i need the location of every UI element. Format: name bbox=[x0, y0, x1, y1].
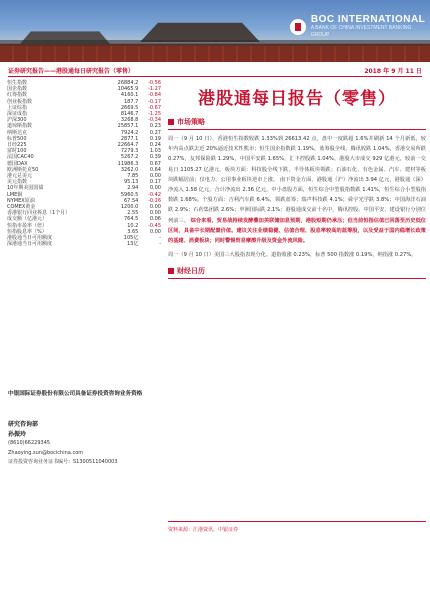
market-change: 0.27 bbox=[149, 129, 161, 136]
market-close: 7924.2 bbox=[120, 129, 139, 136]
market-change: -1.25 bbox=[148, 111, 161, 118]
market-name: 恒指市盈率（倍） bbox=[7, 222, 48, 229]
market-close: 7279.3 bbox=[120, 148, 139, 155]
market-close: 11986.3 bbox=[117, 160, 139, 167]
author-name: 孙振玲 bbox=[8, 430, 27, 438]
market-change: -0.17 bbox=[148, 98, 161, 105]
market-change: -0.26 bbox=[148, 197, 161, 204]
strategy-text-a: 周一（9 月 10 日），香港恒生指数收跌 1.33%到 26613.42 点，盘中一度跌超 1.6%并刷新 14 个月新低，较年内高点跌去近 20%逼近技术性熊市；恒生国企指数跌 1.19%。蓝筹股全线，腾讯收跌 1.04%，香港交易所跌 0.27%，友邦保险跌 1.29%，中国平安跌 1.65%，汇丰控股跌 1.04%。港股大市成交 929 亿港元，较前一交易日 1105.27 亿港元。板块方面：科技股全线下跌，半导体板块领跌；石油石化、有色金属、汽车、建材等板块跌幅居前；仅电力、公用事业板块逆市上涨。 bbox=[168, 136, 426, 183]
market-name: 道琼斯指数 bbox=[7, 123, 33, 130]
market-close: 2669.5 bbox=[120, 104, 139, 111]
market-change: -0.45 bbox=[148, 222, 161, 229]
market-close: 1200.0 bbox=[120, 204, 139, 211]
market-close: 10.2 bbox=[127, 222, 139, 229]
market-change: 0.67 bbox=[149, 160, 161, 167]
market-name: NYMEX原油 bbox=[7, 197, 35, 204]
us-market-paragraph bbox=[168, 250, 426, 260]
market-change: 0.17 bbox=[149, 179, 161, 186]
market-change: -0.56 bbox=[148, 80, 161, 86]
strategy-conclusion: 综合来看，贸易战持续发酵叠加美联储加息预期，港股短期仍承压；但当前恒指估值已回落至历史低位区间，具备中长期配置价值。建议关注业绩稳健、估值合理、股息率较高的蓝筹股，以及受益于国内稳增长政策的基建、消费板块；同时警惕贸易摩擦升级及资金外流风险。 bbox=[168, 217, 426, 245]
market-change: 0.00 bbox=[149, 185, 161, 192]
market-name: 沪深300 bbox=[7, 117, 27, 124]
market-change: 0.23 bbox=[149, 123, 161, 130]
market-change: 1.03 bbox=[149, 148, 161, 155]
market-change: -0.84 bbox=[148, 92, 161, 99]
market-name: 港股通当日可用额度 bbox=[7, 235, 53, 242]
market-change: 0.00 bbox=[149, 228, 161, 235]
market-close: 764.5 bbox=[124, 216, 139, 223]
market-close: 22664.7 bbox=[117, 142, 139, 149]
market-close: 26884.2 bbox=[117, 80, 139, 86]
market-name: 富时100 bbox=[7, 148, 27, 155]
market-name: 红筹指数 bbox=[7, 92, 28, 99]
section-marker-icon bbox=[168, 119, 174, 125]
market-close: 4160.1 bbox=[120, 92, 139, 99]
market-change: -0.67 bbox=[148, 104, 161, 111]
market-close: 8146.7 bbox=[120, 111, 139, 118]
market-close: 7.85 bbox=[127, 173, 139, 180]
brand-name: BOC INTERNATIONAL bbox=[310, 14, 426, 25]
market-close: 3.65 bbox=[127, 228, 139, 235]
market-name: LME铜 bbox=[7, 191, 23, 198]
market-change: -0.34 bbox=[148, 117, 161, 124]
market-table bbox=[6, 80, 162, 247]
brand-tagline: A BANK OF CHINA INVESTMENT BANKING GROUP bbox=[310, 25, 412, 38]
market-name: 德国DAX bbox=[7, 160, 28, 167]
market-name: 日经225 bbox=[7, 142, 27, 149]
boc-logo-icon bbox=[290, 19, 306, 35]
market-change: - bbox=[159, 235, 161, 242]
market-name: 成交额（亿港元） bbox=[7, 216, 48, 223]
source-note: 资料来源：汇港资讯，中银证券 bbox=[168, 521, 426, 533]
strategy-paragraph bbox=[168, 134, 426, 246]
license-statement: 中银国际证券股份有限公司具备证券投资咨询业务资格 bbox=[8, 391, 143, 397]
market-change: 0.00 bbox=[149, 210, 161, 217]
market-name: 香港银行同业拆息（1个月） bbox=[7, 210, 71, 217]
header-banner bbox=[0, 0, 430, 62]
section-title-strategy: 市场策略 bbox=[177, 118, 205, 126]
market-close: 13亿 bbox=[126, 241, 139, 248]
market-name: 深证成指 bbox=[7, 111, 28, 118]
us-market-text: 周一（9 月 10 日）美国三大股指表现分化。道指收涨 0.23%，标普 500 指数涨 0.19%，纳指涨 0.27%。 bbox=[168, 252, 417, 259]
section-marker-icon bbox=[168, 268, 174, 274]
market-change: -0.42 bbox=[148, 191, 161, 198]
market-close: 25857.1 bbox=[117, 123, 139, 130]
market-name: 美元指数 bbox=[7, 179, 28, 186]
market-name: 法国CAC40 bbox=[7, 154, 34, 161]
market-change: - bbox=[159, 241, 161, 248]
market-close: 67.54 bbox=[124, 197, 139, 204]
market-change: 0.19 bbox=[149, 135, 161, 142]
market-close: 187.7 bbox=[124, 98, 139, 105]
market-change: -1.27 bbox=[148, 86, 161, 93]
market-change: 0.39 bbox=[149, 154, 161, 161]
market-change: 0.00 bbox=[149, 204, 161, 211]
market-close: 5267.2 bbox=[120, 154, 139, 161]
market-panel bbox=[6, 80, 162, 247]
market-close: 3268.8 bbox=[120, 117, 139, 124]
market-change: 0.00 bbox=[149, 173, 161, 180]
brand-logo bbox=[290, 14, 430, 39]
author-phone: (8610)66229345 bbox=[8, 440, 51, 446]
market-close: 105亿 bbox=[123, 235, 139, 242]
page-title: 港股通每日报告（零售） bbox=[198, 89, 396, 108]
market-name: 港元兑美元 bbox=[7, 173, 33, 180]
market-name: 恒生指数 bbox=[7, 80, 28, 86]
author-dept: 研究咨询部 bbox=[8, 421, 39, 428]
market-name: 10年期美国国债 bbox=[7, 185, 44, 192]
section-title-calendar: 财经日历 bbox=[177, 267, 205, 276]
market-close: 3262.0 bbox=[120, 166, 139, 173]
author-block bbox=[8, 420, 164, 468]
banner-roof bbox=[140, 18, 260, 42]
strategy-text-b: 南下资金方面，港股通（沪）净流出 3.94 亿元，港股通（深）净流入 1.58 亿元，合计净流出 2.36 亿元。中小盘股方面，恒生综合中型股指数跌 1.41%，恒生综合小型股指数跌 1.68%。个股方面：吉利汽车跌 6.4%，领跌蓝筹；瑞声科技跌 4.1%；舜宇光学跌 3.8%；中国海洋石油跌 2.9%；石药集团跌 2.6%；申洲国际跌 2.1%；港股通成交前十名中，腾讯控股、中国平安、建设银行分别位列前三。 bbox=[168, 176, 426, 224]
market-close: 10465.9 bbox=[117, 86, 139, 93]
market-name: COMEX黄金 bbox=[7, 204, 36, 211]
market-name: 标普500 bbox=[7, 135, 27, 142]
market-name: 深港通当日可用额度 bbox=[7, 241, 53, 248]
market-close: 5960.5 bbox=[120, 191, 139, 198]
main-content bbox=[168, 80, 426, 283]
report-header bbox=[8, 64, 422, 77]
report-series: 证券研究报告——港股通每日研究报告（零售） bbox=[8, 67, 135, 75]
market-close: 2.55 bbox=[127, 210, 139, 217]
market-change: 0.06 bbox=[149, 216, 161, 223]
market-name: 国企指数 bbox=[7, 86, 28, 93]
market-name: 欧洲斯托克50 bbox=[7, 166, 39, 173]
market-close: 2877.1 bbox=[120, 135, 139, 142]
market-name: 纳斯达克 bbox=[7, 129, 28, 136]
market-name: 创业板指数 bbox=[7, 98, 33, 105]
report-date: 2018 年 9 月 11 日 bbox=[364, 67, 422, 75]
author-email[interactable]: Zhaoying.sun@bocichina.com bbox=[8, 449, 84, 456]
section-header-calendar bbox=[168, 266, 426, 279]
market-row bbox=[6, 241, 162, 247]
market-change: 0.24 bbox=[149, 142, 161, 149]
market-name: 恒指股息率（%） bbox=[7, 228, 47, 235]
market-change: 0.64 bbox=[149, 166, 161, 173]
market-close: 2.94 bbox=[127, 185, 139, 192]
author-cert: 证券投资咨询业务证书编号：S1300511040003 bbox=[8, 459, 118, 465]
section-header-strategy bbox=[168, 117, 426, 130]
banner-wall bbox=[0, 46, 430, 62]
market-close: 95.13 bbox=[124, 179, 139, 186]
market-name: 上证综指 bbox=[7, 104, 28, 111]
